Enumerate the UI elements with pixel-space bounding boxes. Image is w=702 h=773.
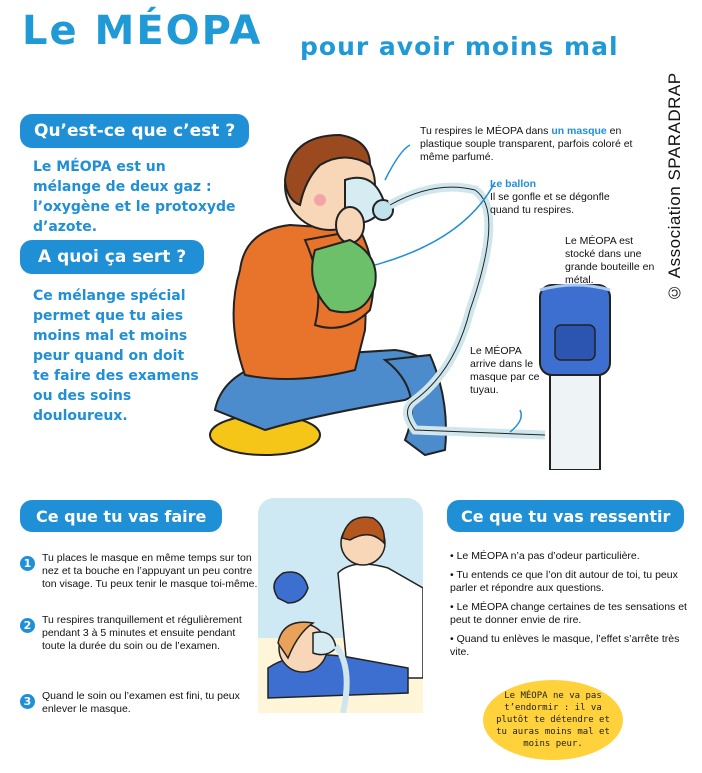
list-item: • Quand tu enlèves le masque, l’effet s’arrête très vite. bbox=[450, 633, 680, 658]
annotation-bottle: Le MÉOPA est stocké dans une grande bouteille en métal. bbox=[565, 235, 655, 286]
annotation-balloon bbox=[490, 178, 620, 217]
annotation-balloon-rest: Il se gonfle et se dégonfle quand tu respires. bbox=[490, 191, 610, 216]
step-number: 2 bbox=[20, 618, 35, 633]
annotation-mask bbox=[420, 125, 640, 164]
section-text-what: Le MÉOPA est un mélange de deux gaz : l’oxygène et le protoxyde d’azote. bbox=[33, 159, 236, 235]
step-text: Tu places le masque en même temps sur ton nez et ta bouche en l’appuyant un peu contre ton visage. Tu peux tenir le masque toi-même. bbox=[42, 552, 258, 590]
section-heading-purpose: A quoi ça sert ? bbox=[20, 240, 204, 274]
step-item bbox=[20, 552, 260, 591]
page-subtitle: pour avoir moins mal bbox=[300, 32, 619, 61]
credit-text: © Association SPARADRAP bbox=[665, 72, 684, 302]
annotation-mask-lead: Tu respires le MÉOPA dans bbox=[420, 125, 549, 137]
step-text: Quand le soin ou l’examen est fini, tu peux enlever le masque. bbox=[42, 690, 240, 715]
annotation-mask-rest: en plastique souple transparent, parfois coloré et même parfumé. bbox=[420, 125, 633, 163]
list-item: • Le MÉOPA n’a pas d’odeur particulière. bbox=[450, 550, 640, 562]
annotation-balloon-highlight: Le ballon bbox=[490, 178, 537, 190]
page-title: Le MÉOPA bbox=[22, 8, 263, 54]
reassurance-note: Le MÉOPA ne va pas t’endormir : il va plutôt te détendre et tu auras moins mal et moins peur. bbox=[483, 680, 623, 760]
step-text: Tu respires tranquillement et régulièrement pendant 3 à 5 minutes et ensuite pendant toute la durée du soin ou de l’examen. bbox=[42, 614, 242, 652]
list-item: • Le MÉOPA change certaines de tes sensations et peut te donner envie de rire. bbox=[450, 601, 687, 626]
section-heading-steps: Ce que tu vas faire bbox=[20, 500, 222, 532]
illustration-child-with-mask bbox=[205, 110, 635, 470]
illustration-caregiver-and-child bbox=[258, 498, 423, 713]
annotation-tube: Le MÉOPA arrive dans le masque par ce tuyau. bbox=[470, 345, 540, 396]
step-item bbox=[20, 614, 260, 653]
section-heading-what: Qu’est-ce que c’est ? bbox=[20, 114, 249, 148]
step-number: 3 bbox=[20, 694, 35, 709]
feelings-list bbox=[450, 550, 690, 665]
step-number: 1 bbox=[20, 556, 35, 571]
step-item bbox=[20, 690, 260, 716]
section-heading-feelings: Ce que tu vas ressentir bbox=[447, 500, 684, 532]
list-item: • Tu entends ce que l’on dit autour de toi, tu peux parler et répondre aux questions. bbox=[450, 569, 678, 594]
section-text-purpose: Ce mélange spécial permet que tu aies moins mal et moins peur quand on doit te faire des examens ou des soins douloureux. bbox=[33, 288, 199, 424]
annotation-mask-highlight: un masque bbox=[551, 125, 607, 137]
